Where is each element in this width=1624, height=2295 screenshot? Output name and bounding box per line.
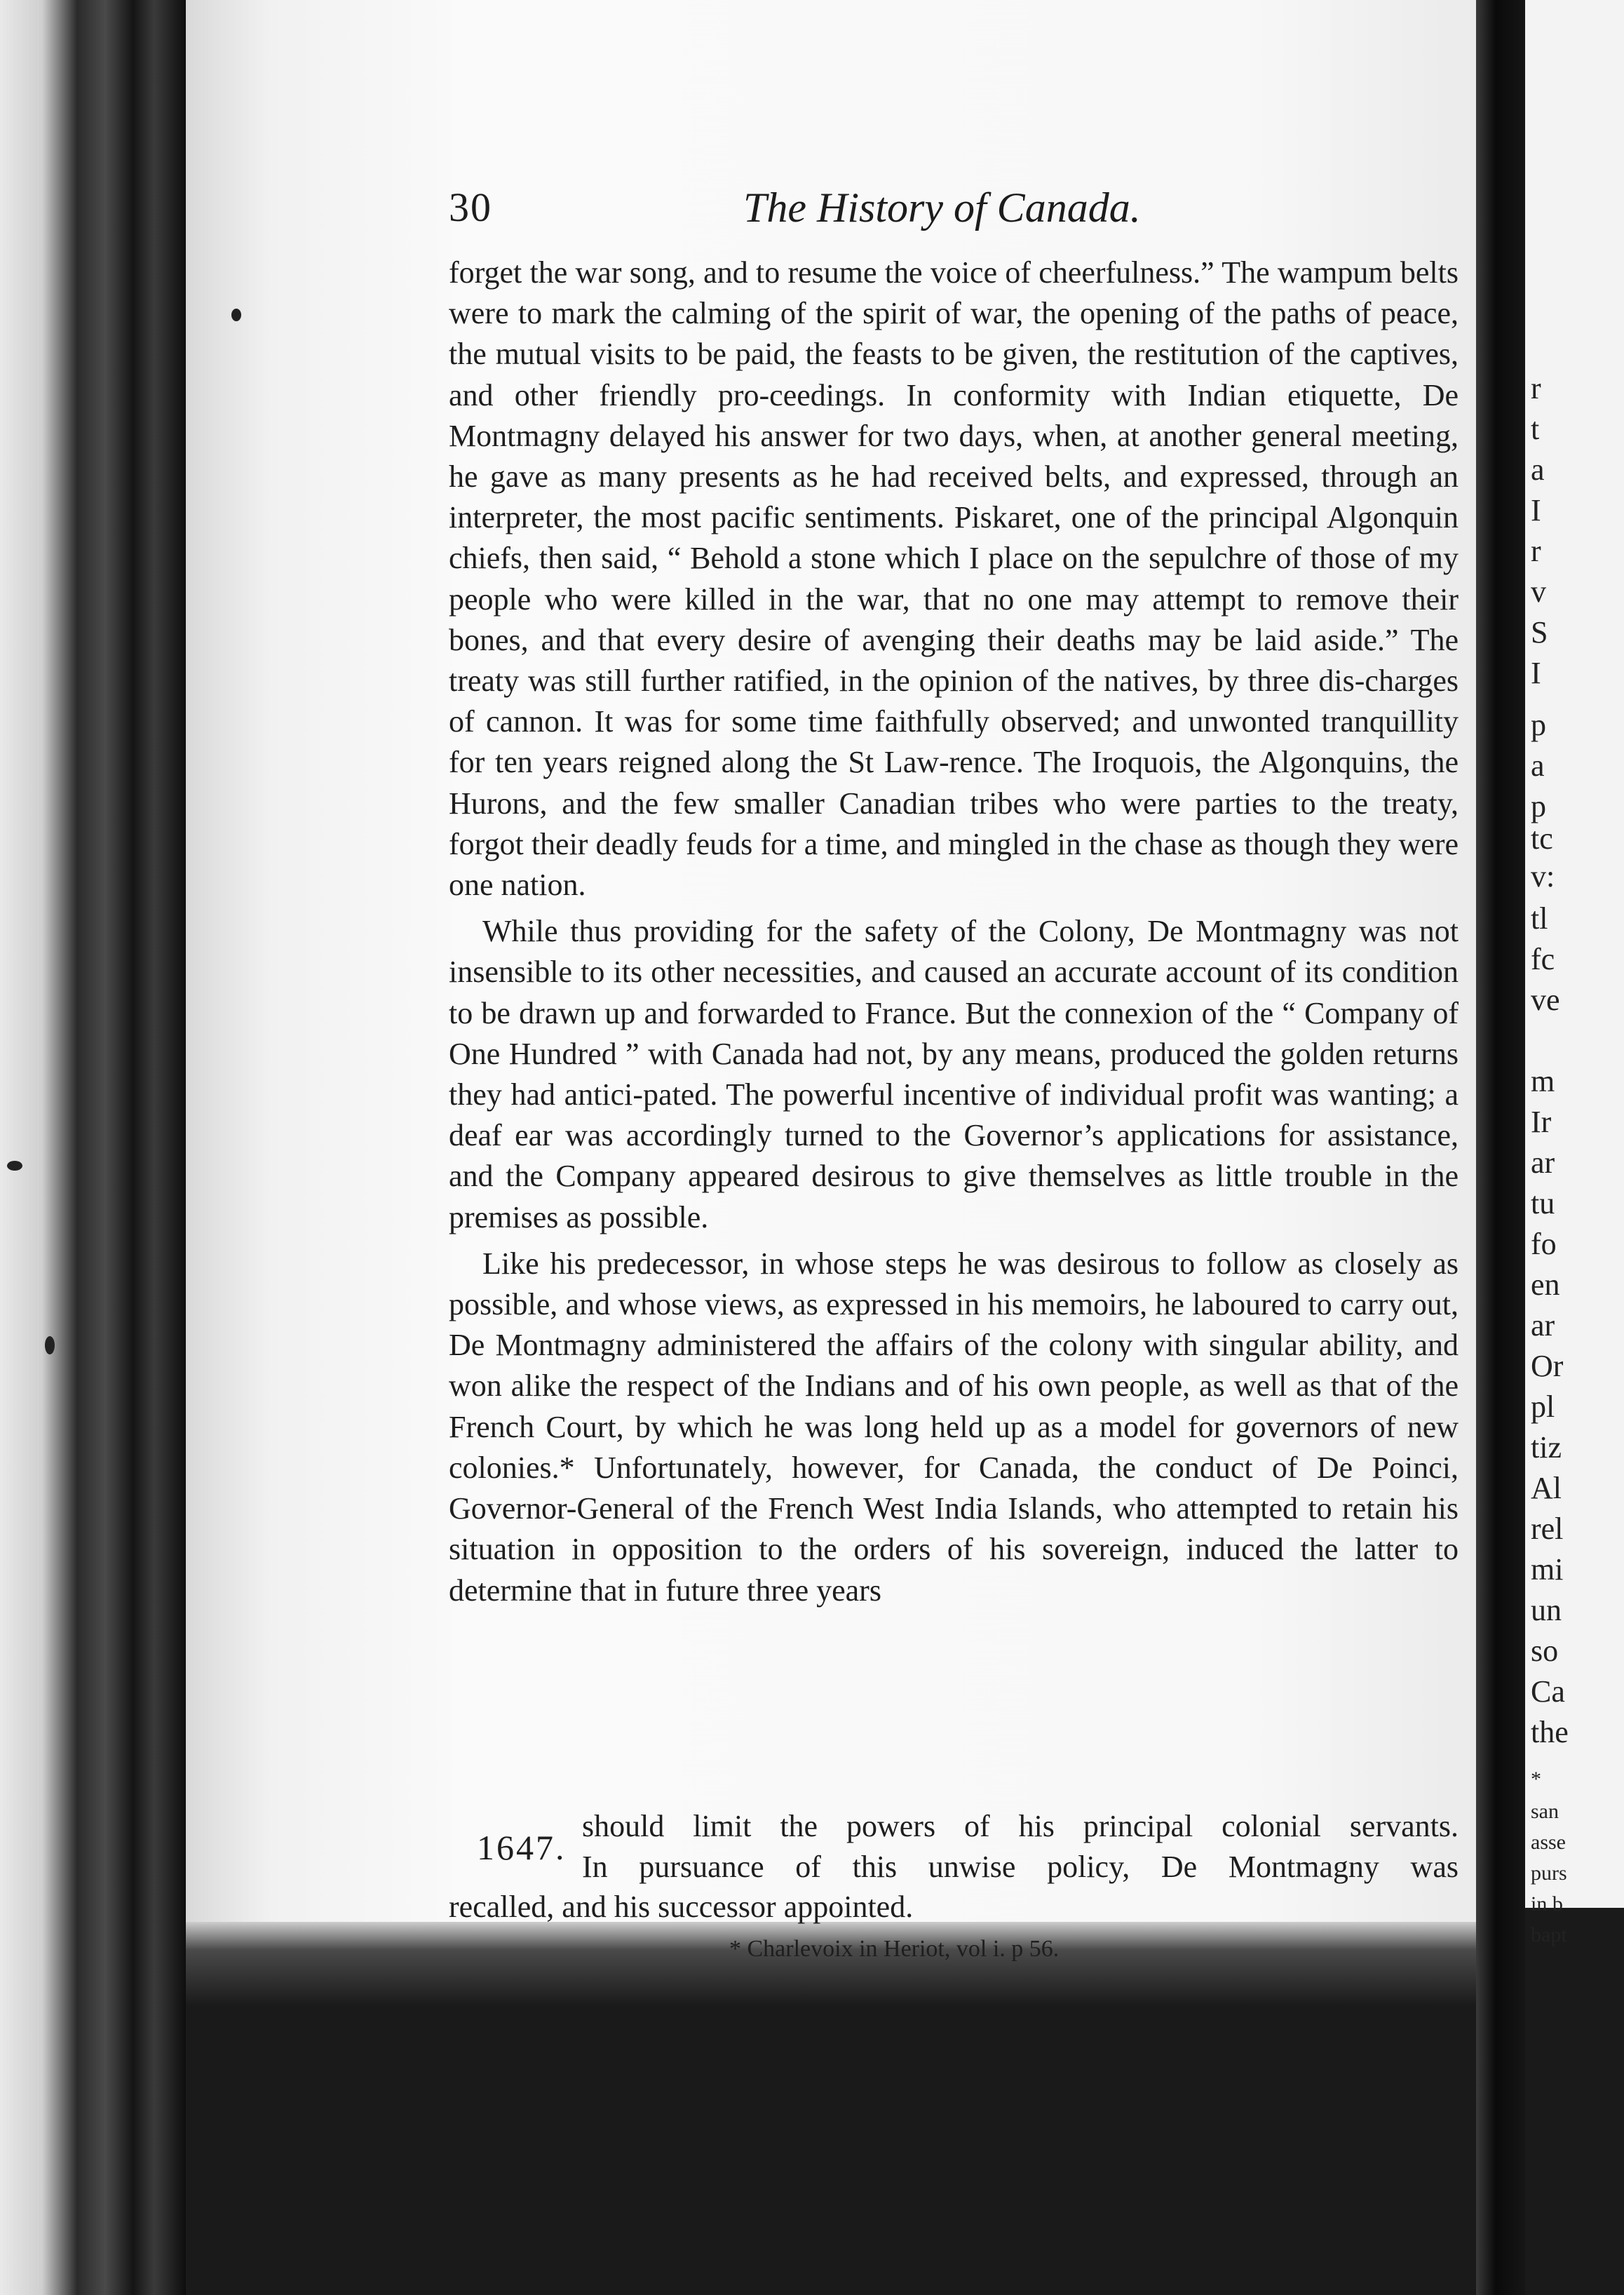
facing-page-fragment: a (1531, 452, 1545, 487)
facing-page-fragment: un (1531, 1593, 1562, 1627)
facing-page-fragment: I (1531, 656, 1541, 690)
paragraph: While thus providing for the safety of the Colony, De Montmagny was not insensible to its other necessities, and caused an accurate account of its condition to be drawn up and forwarded to France. But the connexion of the “ Company of One Hundred ” with Canada had not, by any means, produced the golden returns they had antici-pated. The powerful incentive of individual profit was wanting; a deaf ear was accordingly turned to the Governor’s applications for assistance, and the Company appeared desirous to give themselves as little trouble in the premises as possible. (449, 914, 1459, 1234)
facing-page-fragment: tiz (1531, 1430, 1562, 1465)
facing-page-fragment: the (1531, 1715, 1569, 1749)
page-number: 30 (449, 184, 492, 230)
facing-page-fragment: rel (1531, 1512, 1564, 1546)
facing-page-fragment: r (1531, 534, 1541, 568)
footnote: * Charlevoix in Heriot, vol i. p 56. (729, 1936, 1060, 1962)
closing-line: recalled, and his successor appointed. (449, 1890, 914, 1924)
book-spine-edge (0, 0, 186, 2295)
facing-page-fragment: in b (1531, 1892, 1563, 1916)
facing-page-fragment: r (1531, 371, 1541, 405)
facing-page-fragment: Ir (1531, 1105, 1552, 1139)
facing-page-fragment: ar (1531, 1145, 1555, 1180)
scan-speck (7, 1161, 22, 1171)
facing-page-fragment: t (1531, 412, 1540, 446)
facing-page-fragment: tl (1531, 901, 1548, 936)
scan-speck (231, 309, 241, 321)
page-bottom-edge (186, 1922, 1476, 2295)
facing-page-fragment: a (1531, 748, 1545, 783)
facing-page-fragment: pl (1531, 1389, 1555, 1424)
facing-page-fragment: Ca (1531, 1674, 1565, 1709)
side-line: In pursuance of this unwise policy, De Montmagny was (582, 1850, 1459, 1884)
facing-page-fragment: ve (1531, 983, 1560, 1017)
body-text (449, 253, 1459, 1611)
paragraph: forget the war song, and to resume the voice of cheerfulness.” The wampum belts were to mark the calming of the spirit of war, the opening of the paths of peace, the mutual visits to be paid, the feasts to be given, the restitution of the captives, and other friendly pro-ceedings. In conformity with Indian etiquette, De Montmagny delayed his answer for two days, when, at another general meeting, he gave as many presents as he had received belts, and expressed, through an interpreter, the most pacific sentiments. Piskaret, one of the principal Algonquin chiefs, then said, “ Behold a stone which I place on the sepulchre of those of my people who were killed in the war, that no one may attempt to remove their bones, and that every desire of avenging their deaths may be laid aside.” The treaty was still further ratified, in the opinion of the natives, by three dis-charges of cannon. It was for some time faithfully observed; and unwonted tranquillity for ten years reigned along the St Law-rence. The Iroquois, the Algonquins, the Hurons, and the few smaller Canadian tribes who were parties to the treaty, forgot their deadly feuds for a time, and mingled in the chase as though they were one nation. (449, 255, 1459, 903)
facing-page-fragment: en (1531, 1267, 1560, 1302)
facing-page-fragment: mi (1531, 1552, 1564, 1587)
side-lines (582, 1806, 1459, 1887)
margin-date: 1647. (477, 1828, 567, 1867)
facing-page-fragment: p (1531, 708, 1546, 742)
facing-page-fragment: m (1531, 1064, 1555, 1098)
facing-page-fragment: san (1531, 1800, 1559, 1823)
facing-page-fragment: v: (1531, 859, 1555, 894)
facing-page-fragment: v (1531, 574, 1546, 609)
facing-page-fragment: so (1531, 1634, 1559, 1668)
facing-page-fragment: bapt (1531, 1923, 1567, 1946)
side-line: should limit the powers of his principal colonial servants. (582, 1809, 1459, 1843)
facing-page-fragment: p (1531, 789, 1546, 823)
facing-page-fragment: * (1531, 1768, 1541, 1791)
facing-page-fragment: Or (1531, 1349, 1564, 1383)
facing-page-fragment: purs (1531, 1862, 1567, 1885)
facing-page-fragment: asse (1531, 1831, 1566, 1854)
page-header (449, 184, 1462, 240)
paragraph: Like his predecessor, in whose steps he was desirous to follow as closely as possible, and whose views, as expressed in his memoirs, he laboured to carry out, De Montmagny administered the affairs of the colony with singular ability, and won alike the respect of the Indians and of his own people, as well as that of the French Court, by which he was long held up as a model for governors of new colonies.* Unfortunately, however, for Canada, the conduct of De Poinci, Governor-General of the French West India Islands, who attempted to retain his situation in opposition to the orders of his sovereign, induced the latter to determine that in future three years (449, 1246, 1459, 1608)
facing-page-fragment: ar (1531, 1308, 1555, 1342)
facing-page-fragment: S (1531, 615, 1548, 650)
facing-page-fragment: fc (1531, 942, 1555, 976)
facing-page-fragment: Al (1531, 1471, 1562, 1505)
book-gutter (1476, 0, 1525, 2295)
facing-page-fragment: tu (1531, 1186, 1555, 1220)
facing-page-fragment: fo (1531, 1227, 1557, 1261)
facing-page-fragment: I (1531, 493, 1541, 527)
running-title: The History of Canada. (743, 184, 1141, 231)
scan-speck (45, 1336, 55, 1354)
facing-page-fragment: tc (1531, 821, 1553, 856)
facing-page (1525, 0, 1624, 1946)
